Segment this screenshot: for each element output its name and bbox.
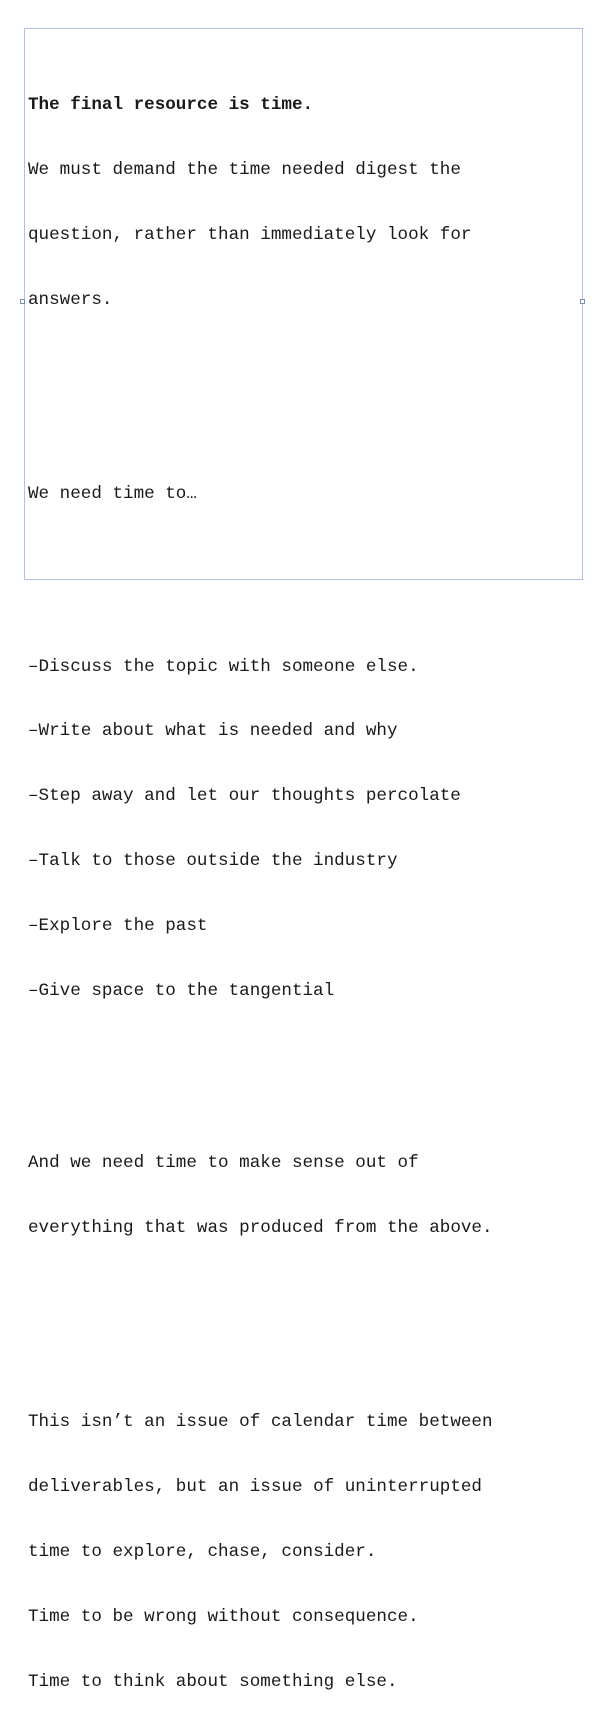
bullet-item: [28, 916, 578, 938]
sense-line-2: everything that was produced from the above.: [28, 1218, 493, 1239]
spacer: [28, 570, 578, 592]
bullet-text: Discuss the topic with someone else.: [38, 656, 419, 677]
bullet-dash: –: [28, 915, 39, 936]
bullet-item: [28, 851, 578, 873]
resize-handle-right[interactable]: [580, 299, 585, 304]
bullet-dash: –: [28, 656, 39, 677]
bullet-dash: –: [28, 980, 39, 1001]
bullet-text: Explore the past: [38, 915, 208, 936]
bullet-text: Talk to those outside the industry: [38, 850, 398, 871]
bullet-item: [28, 657, 578, 679]
bullet-text: Write about what is needed and why: [38, 721, 398, 742]
closing-line-1: This isn’t an issue of calendar time between: [28, 1412, 493, 1433]
need-time-line: We need time to…: [28, 483, 197, 504]
intro-line-2: question, rather than immediately look for: [28, 224, 472, 245]
bullet-dash: –: [28, 721, 39, 742]
resize-handle-left[interactable]: [20, 299, 25, 304]
bullet-item: [28, 981, 578, 1003]
bullet-dash: –: [28, 786, 39, 807]
closing-line-4: Time to be wrong without consequence.: [28, 1606, 419, 1627]
closing-line-2: deliverables, but an issue of uninterrupted: [28, 1477, 482, 1498]
closing-line-5: Time to think about something else.: [28, 1671, 398, 1692]
spacer: [28, 1067, 578, 1089]
closing-line-3: time to explore, chase, consider.: [28, 1541, 377, 1562]
bullet-item: [28, 721, 578, 743]
bullet-item: [28, 786, 578, 808]
spacer: [28, 376, 578, 419]
sense-line-1: And we need time to make sense out of: [28, 1153, 419, 1174]
bullet-dash: –: [28, 850, 39, 871]
intro-line-1: We must demand the time needed digest the: [28, 159, 461, 180]
text-content[interactable]: [28, 52, 578, 1715]
heading-line: The final resource is time.: [28, 95, 314, 116]
intro-line-3: answers.: [28, 289, 113, 310]
spacer: [28, 1304, 578, 1347]
bullet-text: Give space to the tangential: [38, 980, 335, 1001]
bullet-text: Step away and let our thoughts percolate: [38, 786, 461, 807]
